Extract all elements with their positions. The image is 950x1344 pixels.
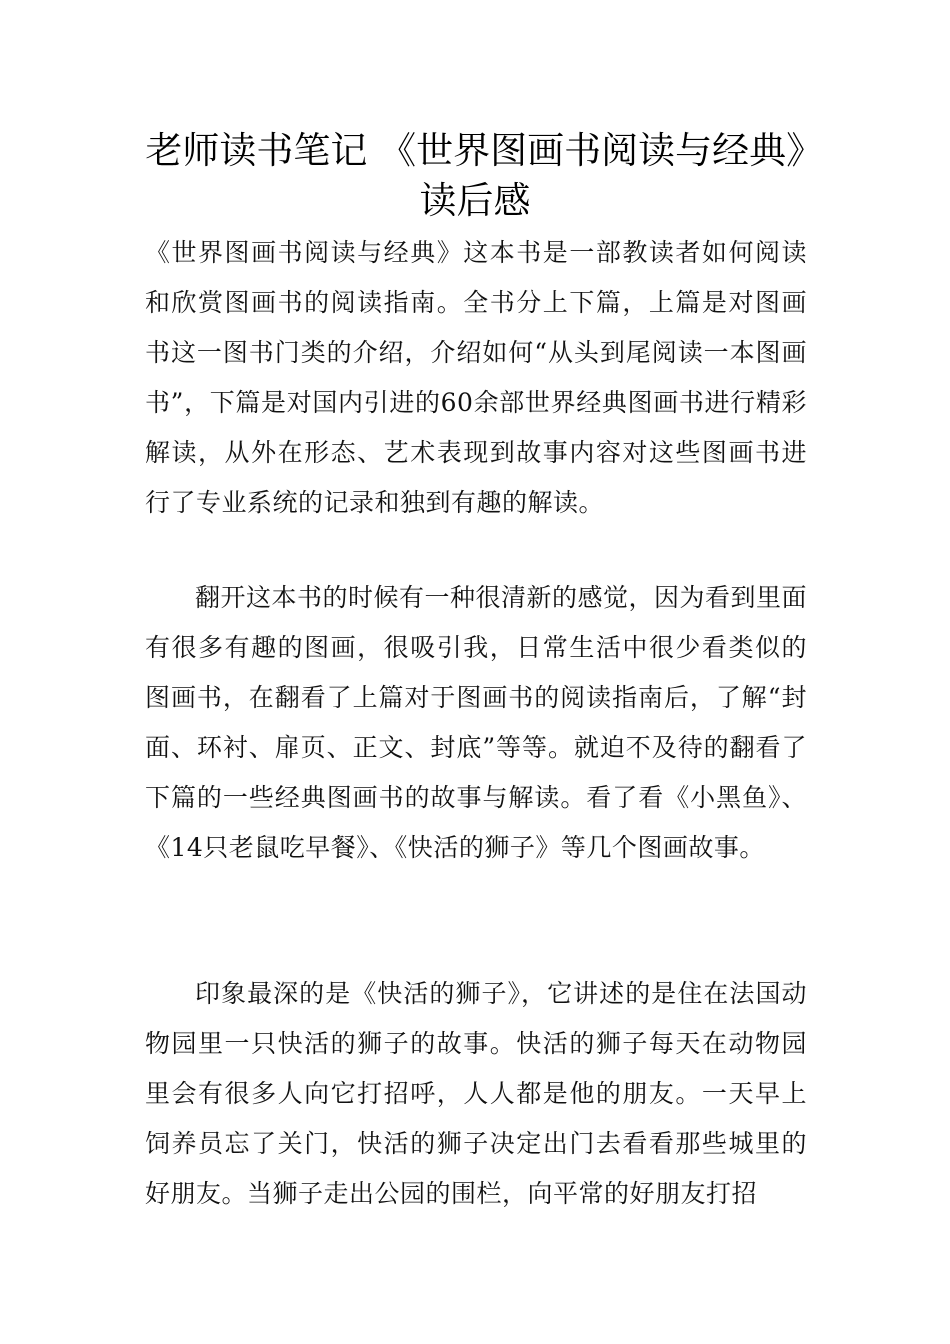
paragraph-intro: 《世界图画书阅读与经典》这本书是一部教读者如何阅读和欣赏图画书的阅读指南。全书分上下篇，上篇是对图画书这一图书门类的介绍，介绍如何“从头到尾阅读一本图画书”，下篇是对国内引进的60余部世界经典图画书进行精彩解读，从外在形态、艺术表现到故事内容对这些图画书进行了专业系统的记录和独到有趣的解读。 — [145, 238, 807, 517]
document-title: 老师读书笔记 《世界图画书阅读与经典》读后感 — [145, 129, 805, 222]
paragraph-first-impression: 翻开这本书的时候有一种很清新的感觉，因为看到里面有很多有趣的图画，很吸引我，日常生活中很少看类似的图画书，在翻看了上篇对于图画书的阅读指南后，了解“封面、环衬、扉页、正文、封底”等等。就迫不及待的翻看了下篇的一些经典图画书的故事与解读。看了看《小黑鱼》、《14只老鼠吃早餐》、《快活的狮子》等几个图画故事。 — [145, 583, 808, 862]
paragraph-happy-lion: 印象最深的是《快活的狮子》，它讲述的是住在法国动物园里一只快活的狮子的故事。快活的狮子每天在动物园里会有很多人向它打招呼，人人都是他的朋友。一天早上饲养员忘了关门，快活的狮子决定出门去看看那些城里的好朋友。当狮子走出公园的围栏，向平常的好朋友打招 — [145, 979, 807, 1208]
